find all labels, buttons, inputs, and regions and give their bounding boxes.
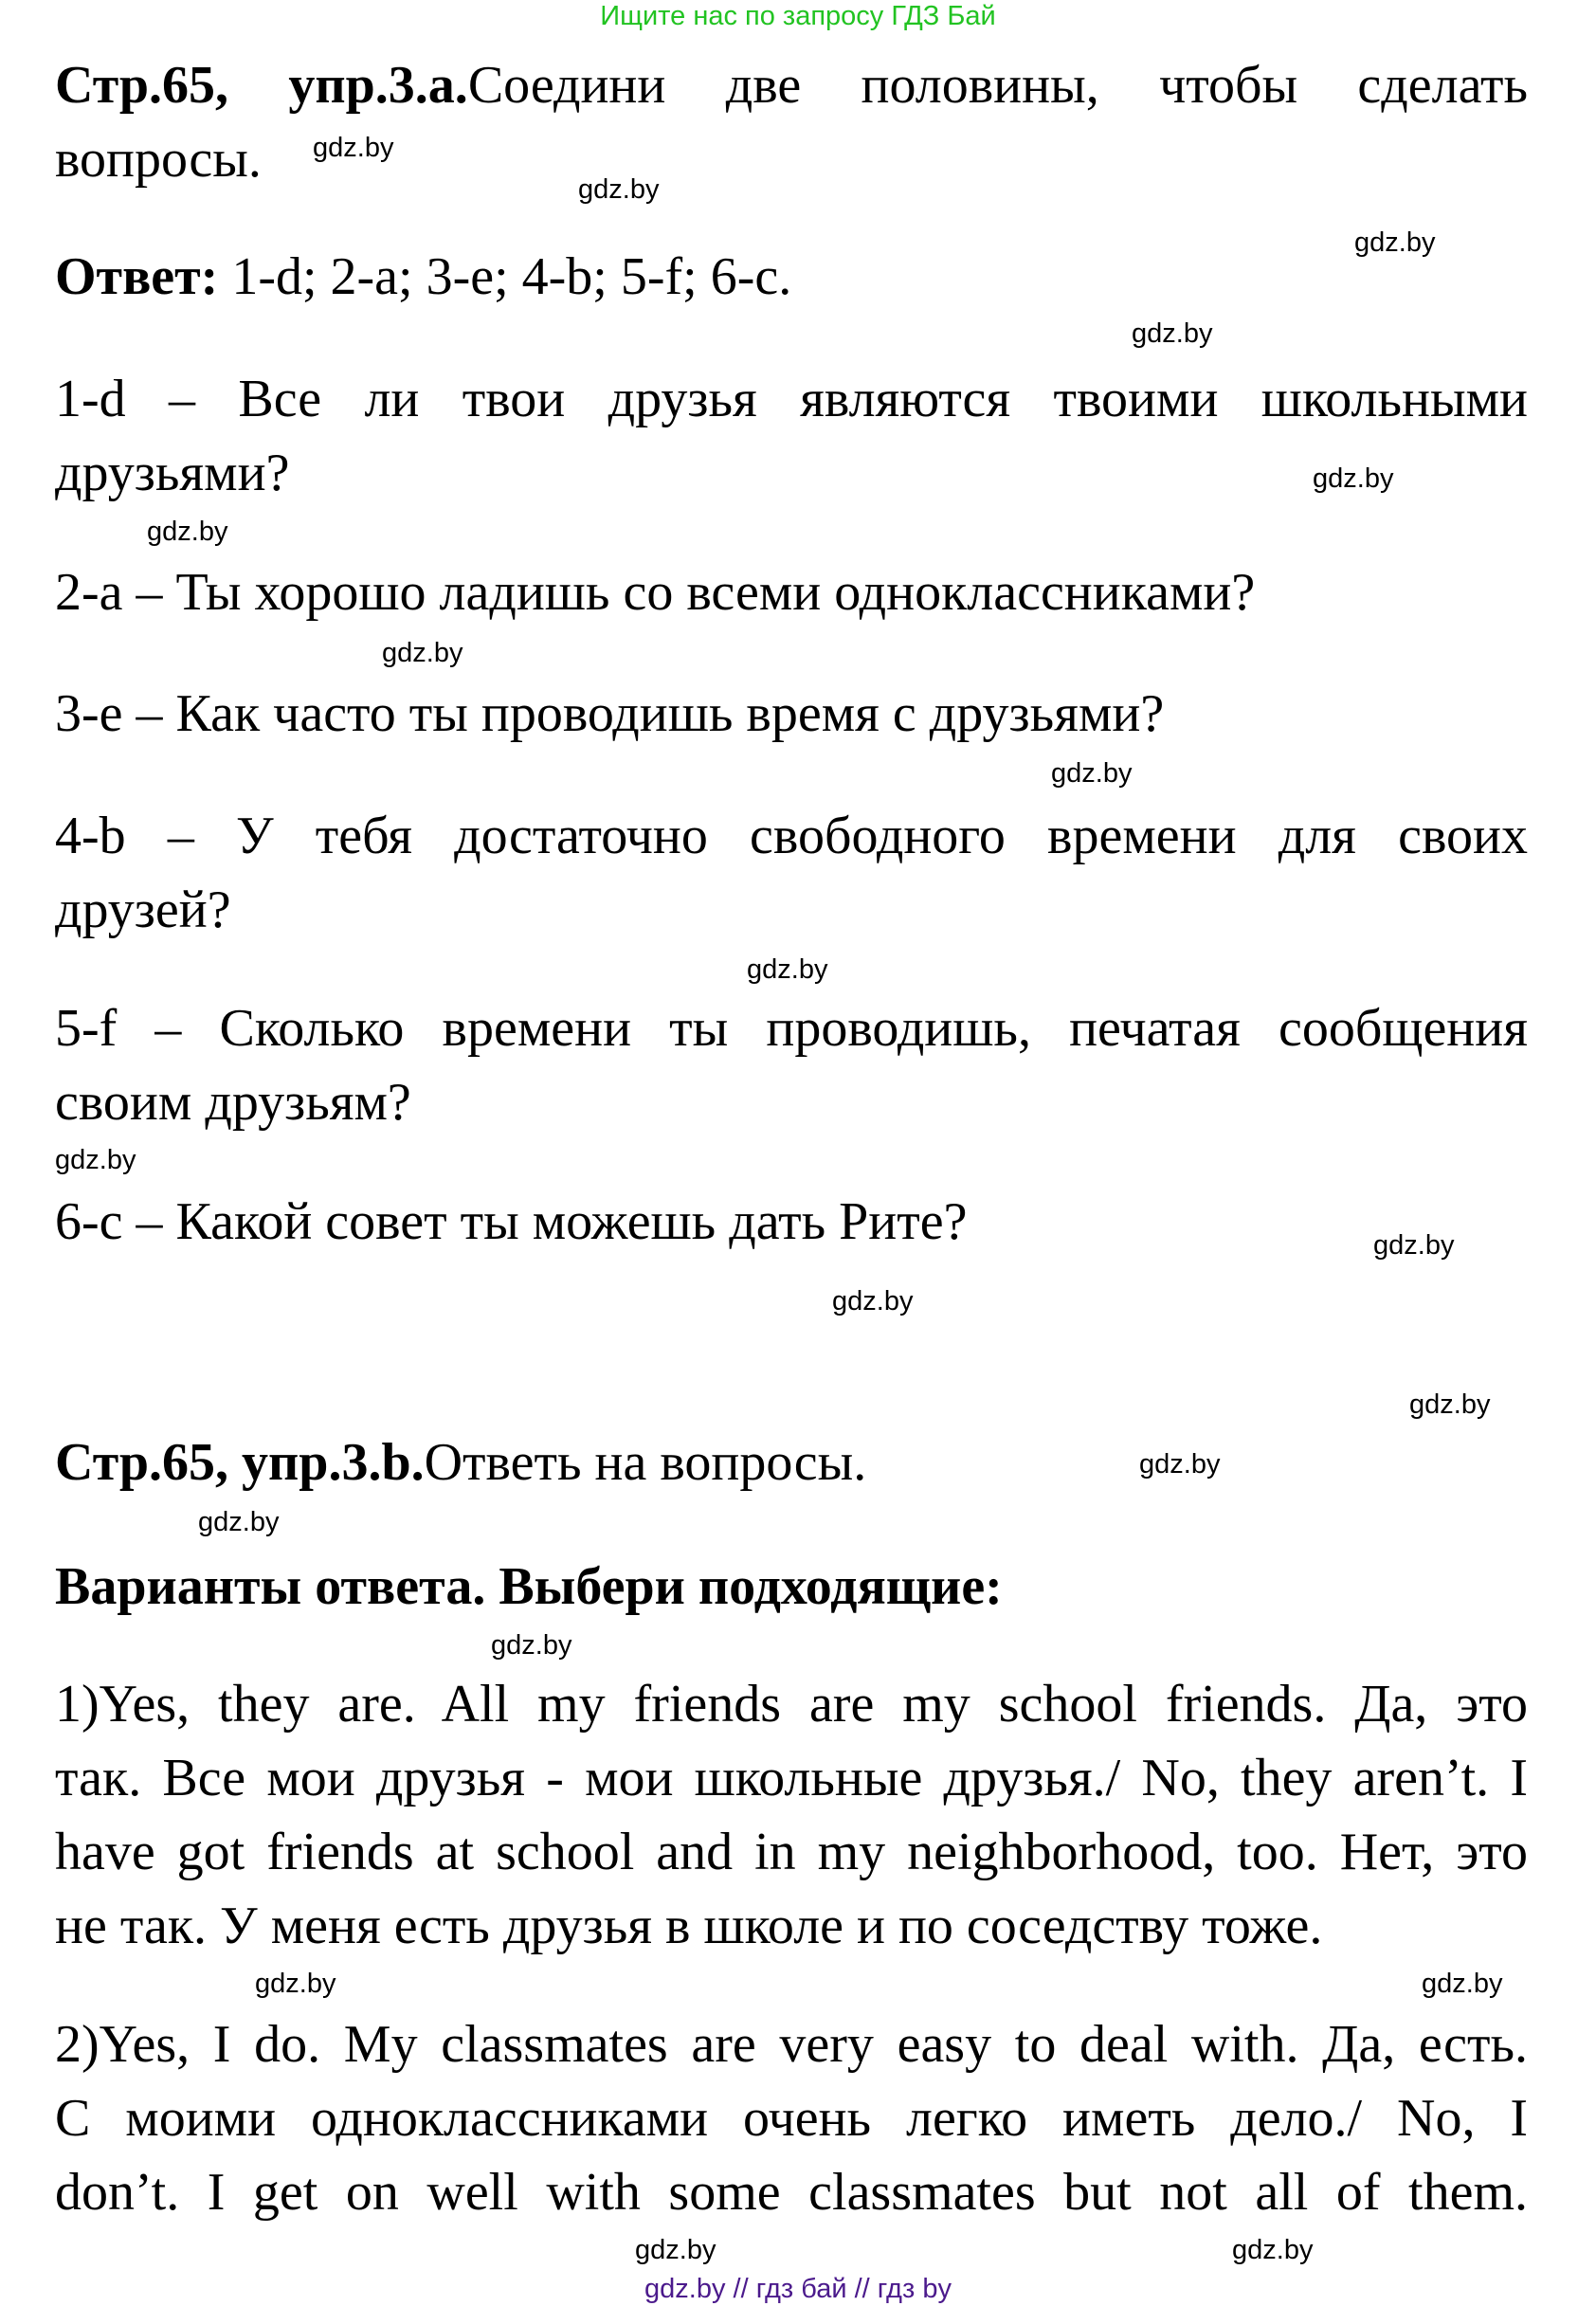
item-5f-cont: своим друзьям? <box>55 1073 411 1132</box>
item-3e: 3-e – Как часто ты проводишь время с друзьями? <box>55 684 1165 743</box>
answer-1-line: так. Все мои друзья - мои школьные друзья./ No, they aren’t. I <box>55 1749 1528 1807</box>
answer-2-line: 2)Yes, I do. My classmates are very easy to deal with. Да, есть. <box>55 2015 1528 2074</box>
watermark: gdz.by <box>747 954 828 985</box>
watermark: gdz.by <box>491 1630 572 1661</box>
answer-line <box>55 240 791 314</box>
watermark: gdz.by <box>1139 1449 1221 1480</box>
watermark: gdz.by <box>1373 1230 1455 1261</box>
section-a-title-text: Соедини две половины, чтобы сделать <box>467 56 1528 115</box>
item-4b: 4-b – У тебя достаточно свободного времени для своих <box>55 807 1528 865</box>
answer-1-line: have got friends at school and in my neighborhood, too. Нет, это <box>55 1823 1528 1881</box>
watermark: gdz.by <box>1313 463 1394 494</box>
watermark: gdz.by <box>255 1969 336 1999</box>
footer-banner: gdz.by // гдз бай // гдз by <box>644 2274 952 2304</box>
header-banner: Ищите нас по запросу ГДЗ Бай <box>600 1 996 31</box>
answer-2-line: С моими одноклассниками очень легко иметь дело./ No, I <box>55 2089 1528 2148</box>
section-a-title-cont: вопросы. <box>55 130 262 189</box>
answer-1-line: не так. У меня есть друзья в школе и по соседству тоже. <box>55 1897 1323 1955</box>
answer-2-line: don’t. I get on well with some classmates but not all of them. <box>55 2163 1528 2222</box>
watermark: gdz.by <box>147 517 228 547</box>
section-a-title <box>55 48 1528 122</box>
watermark: gdz.by <box>635 2235 716 2265</box>
answer-label: Ответ: <box>55 247 219 306</box>
watermark: gdz.by <box>1051 758 1133 789</box>
watermark: gdz.by <box>578 174 660 205</box>
item-1d: 1-d – Все ли твои друзья являются твоими школьными <box>55 370 1528 428</box>
item-2a: 2-a – Ты хорошо ладишь со всеми одноклассниками? <box>55 563 1256 622</box>
watermark: gdz.by <box>1232 2235 1314 2265</box>
watermark: gdz.by <box>1132 318 1213 349</box>
variants-heading: Варианты ответа. Выбери подходящие: <box>55 1557 1003 1616</box>
item-6c: 6-c – Какой совет ты можешь дать Рите? <box>55 1192 968 1251</box>
section-b-title <box>55 1425 866 1499</box>
answer-1-line: 1)Yes, they are. All my friends are my school friends. Да, это <box>55 1675 1528 1734</box>
watermark: gdz.by <box>198 1507 280 1537</box>
item-1d-cont: друзьями? <box>55 444 290 502</box>
item-4b-cont: друзей? <box>55 881 231 939</box>
section-b-title-ref: Стр.65, упр.3.b. <box>55 1433 425 1492</box>
watermark: gdz.by <box>1354 227 1436 258</box>
section-a-title-ref: Стр.65, упр.3.a. <box>55 56 468 115</box>
item-5f: 5-f – Сколько времени ты проводишь, печатая сообщения <box>55 999 1528 1058</box>
watermark: gdz.by <box>313 133 394 163</box>
watermark: gdz.by <box>832 1286 914 1316</box>
watermark: gdz.by <box>382 638 463 668</box>
watermark: gdz.by <box>1422 1969 1503 1999</box>
watermark: gdz.by <box>1409 1389 1491 1420</box>
section-b-title-text: Ответь на вопросы. <box>424 1433 867 1492</box>
answer-text: 1-d; 2-a; 3-e; 4-b; 5-f; 6-c. <box>218 247 792 306</box>
watermark: gdz.by <box>55 1145 136 1175</box>
